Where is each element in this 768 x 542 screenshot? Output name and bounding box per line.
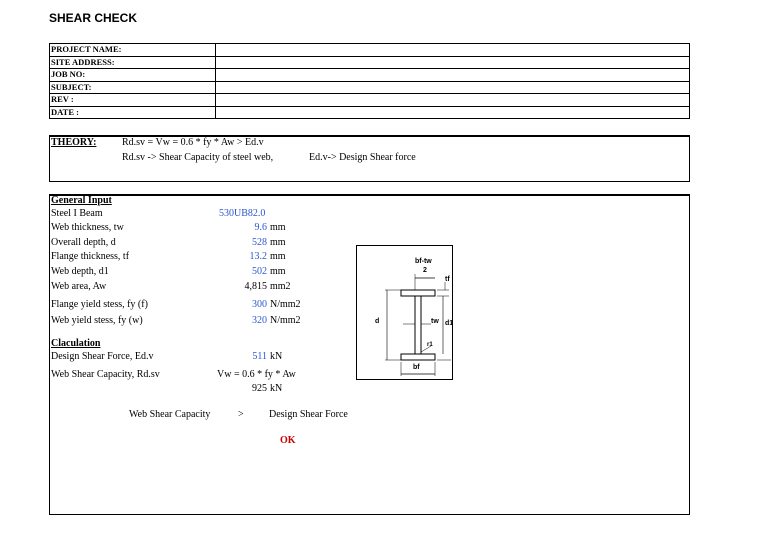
web-yield-label: Web yield stess, fy (w) bbox=[51, 315, 143, 326]
site-address-label: SITE ADDRESS: bbox=[50, 56, 216, 69]
theory-heading: THEORY: bbox=[51, 137, 97, 148]
flange-thickness-label: Flange thickness, tf bbox=[51, 251, 130, 262]
flange-thickness-value[interactable]: 13.2 bbox=[249, 251, 267, 262]
web-depth-unit: mm bbox=[270, 266, 286, 277]
site-address-field[interactable] bbox=[216, 56, 690, 69]
compare-right: Design Shear Force bbox=[269, 409, 348, 420]
beam-label: Steel I Beam bbox=[51, 208, 103, 219]
diagram-r1-label: r1 bbox=[427, 342, 433, 348]
design-shear-value[interactable]: 511 bbox=[252, 351, 267, 362]
flange-yield-value[interactable]: 300 bbox=[252, 299, 267, 310]
design-shear-label: Design Shear Force, Ed.v bbox=[51, 351, 154, 362]
calculation-heading: Claculation bbox=[51, 338, 101, 349]
flange-thickness-unit: mm bbox=[270, 251, 286, 262]
theory-shear-def: Ed.v-> Design Shear force bbox=[309, 152, 416, 163]
diagram-bf-label: bf bbox=[413, 364, 420, 371]
overall-depth-value[interactable]: 528 bbox=[252, 237, 267, 248]
flange-yield-unit: N/mm2 bbox=[270, 299, 301, 310]
design-shear-unit: kN bbox=[270, 351, 283, 362]
table-row bbox=[50, 81, 690, 94]
compare-operator: > bbox=[238, 409, 244, 420]
web-depth-label: Web depth, d1 bbox=[51, 266, 109, 277]
date-label: DATE : bbox=[50, 106, 216, 119]
beam-value[interactable]: 530UB82.0 bbox=[219, 208, 266, 219]
web-thickness-label: Web thickness, tw bbox=[51, 222, 124, 233]
diagram-tw-label: tw bbox=[431, 318, 439, 325]
job-no-label: JOB NO: bbox=[50, 69, 216, 82]
web-capacity-value: 925 bbox=[252, 383, 267, 394]
web-area-label: Web area, Aw bbox=[51, 281, 107, 292]
web-depth-value[interactable]: 502 bbox=[252, 266, 267, 277]
web-thickness-value[interactable]: 9.6 bbox=[254, 222, 267, 233]
table-row bbox=[50, 69, 690, 82]
overall-depth-label: Overall depth, d bbox=[51, 237, 116, 248]
flange-yield-label: Flange yield stess, fy (f) bbox=[51, 299, 148, 310]
diagram-tf-label: tf bbox=[445, 276, 450, 283]
table-row bbox=[50, 56, 690, 69]
diagram-half-label: 2 bbox=[423, 267, 427, 274]
i-beam-section-icon bbox=[357, 246, 452, 379]
project-name-label: PROJECT NAME: bbox=[50, 44, 216, 57]
diagram-d-label: d bbox=[375, 318, 380, 325]
rev-label: REV : bbox=[50, 94, 216, 107]
web-yield-value[interactable]: 320 bbox=[252, 315, 267, 326]
diagram-bf-tw-label: bf-tw bbox=[415, 258, 432, 265]
theory-capacity-def: Rd.sv -> Shear Capacity of steel web, bbox=[122, 152, 274, 163]
overall-depth-unit: mm bbox=[270, 237, 286, 248]
web-area-value: 4,815 bbox=[244, 281, 267, 292]
general-input-heading: General Input bbox=[51, 195, 112, 206]
date-field[interactable] bbox=[216, 106, 690, 119]
page-title: SHEAR CHECK bbox=[49, 11, 138, 25]
theory-formula: Rd.sv = Vw = 0.6 * fy * Aw > Ed.v bbox=[122, 137, 264, 148]
web-capacity-label: Web Shear Capacity, Rd.sv bbox=[51, 369, 160, 380]
web-capacity-formula: Vw = 0.6 * fy * Aw bbox=[217, 369, 296, 380]
i-beam-diagram bbox=[356, 245, 453, 380]
table-row bbox=[50, 106, 690, 119]
subject-field[interactable] bbox=[216, 81, 690, 94]
compare-left: Web Shear Capacity bbox=[129, 409, 211, 420]
job-no-field[interactable] bbox=[216, 69, 690, 82]
table-row bbox=[50, 94, 690, 107]
web-area-unit: mm2 bbox=[270, 281, 291, 292]
table-row bbox=[50, 44, 690, 57]
web-thickness-unit: mm bbox=[270, 222, 286, 233]
subject-label: SUBJECT: bbox=[50, 81, 216, 94]
rev-field[interactable] bbox=[216, 94, 690, 107]
result-ok: OK bbox=[280, 435, 296, 446]
project-info-table bbox=[49, 43, 690, 119]
web-capacity-unit: kN bbox=[270, 383, 283, 394]
project-name-field[interactable] bbox=[216, 44, 690, 57]
diagram-d1-label: d1 bbox=[445, 320, 454, 327]
web-yield-unit: N/mm2 bbox=[270, 315, 301, 326]
